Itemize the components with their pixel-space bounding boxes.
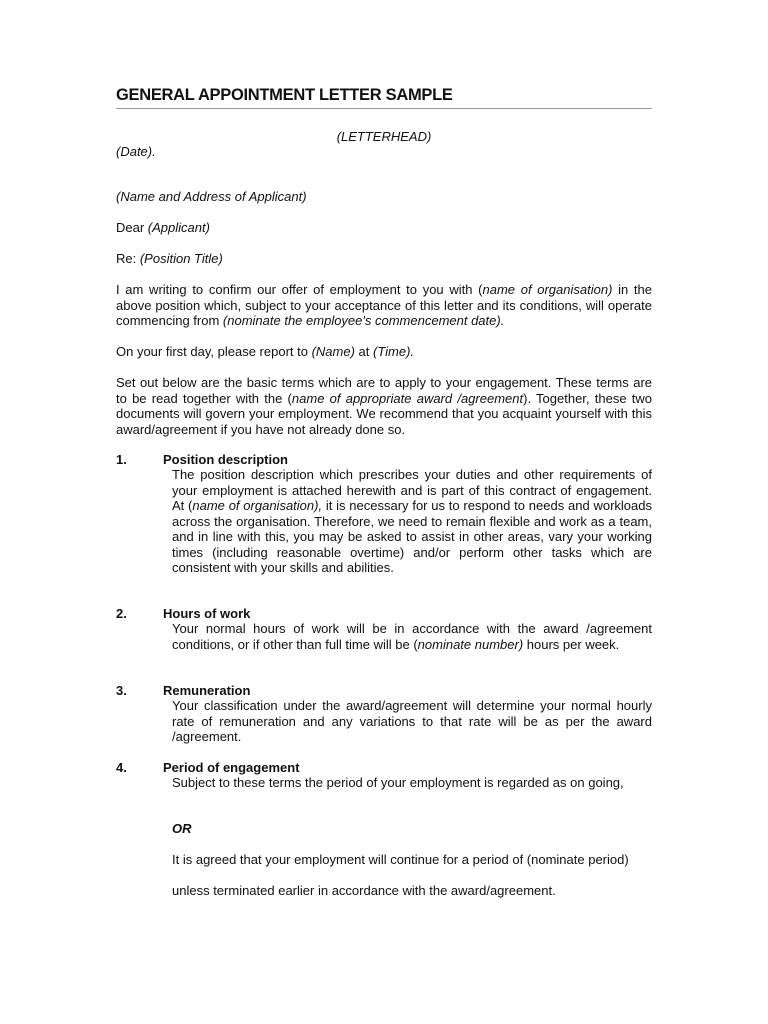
section-3-body: Your classification under the award/agreement will determine your normal hourly rate of remuneration and any variations to that rate will be as per the award /agreement. xyxy=(172,698,652,744)
paragraph-offer-text-2: in the above position which, subject to your acceptance of this letter and its conditions, will operate commencing from xyxy=(116,282,652,328)
title-divider xyxy=(116,108,652,109)
section-3-number: 3. xyxy=(116,683,127,698)
section-1-heading: Position description xyxy=(163,452,288,467)
section-2-text-2: hours per week. xyxy=(523,636,620,652)
applicant-name-address: (Name and Address of Applicant) xyxy=(116,189,307,204)
date-placeholder: (Date). xyxy=(116,144,156,159)
section-1-number: 1. xyxy=(116,452,127,467)
paragraph-offer-text-1: I am writing to confirm our offer of employment to you with ( xyxy=(116,282,483,297)
paragraph-first-day-name: (Name) xyxy=(311,344,355,359)
section-2-body xyxy=(172,621,652,652)
paragraph-terms-text-2: ). Together, these two documents will govern your employment. We recommend that you acquaint yourself with this award/agreement if you have not already done so. xyxy=(116,390,653,437)
re-label: Re: xyxy=(116,251,140,266)
paragraph-terms-award: name of appropriate award /agreement xyxy=(291,390,524,406)
paragraph-terms xyxy=(116,375,652,437)
section-1-organisation: name of organisation), xyxy=(192,498,323,513)
section-4-or: OR xyxy=(172,821,192,836)
section-4-body-1: Subject to these terms the period of your employment is regarded as on going, xyxy=(172,775,624,790)
paragraph-first-day xyxy=(116,344,652,360)
section-4-heading: Period of engagement xyxy=(163,760,300,775)
paragraph-offer xyxy=(116,282,652,329)
document-title: GENERAL APPOINTMENT LETTER SAMPLE xyxy=(116,86,453,104)
paragraph-first-day-time: (Time). xyxy=(373,344,415,359)
salutation-dear: Dear xyxy=(116,220,148,235)
section-2-heading: Hours of work xyxy=(163,606,251,621)
letterhead-placeholder: (LETTERHEAD) xyxy=(336,129,432,144)
section-4-number: 4. xyxy=(116,760,127,775)
re-position-title: (Position Title) xyxy=(139,251,223,266)
section-2-text-1: Your normal hours of work will be in accordance with the award /agreement conditions, or if other than full time will be ( xyxy=(172,621,652,652)
section-1-text-1: The position description which prescribes your duties and other requirements of your employment is attached herewith and is part of this contract of engagement. At ( xyxy=(172,467,652,513)
paragraph-first-day-text-1: On your first day, please report to xyxy=(116,344,312,359)
section-4-body-3: unless terminated earlier in accordance with the award/agreement. xyxy=(172,883,556,898)
section-1-body xyxy=(172,467,652,576)
paragraph-first-day-text-2: at xyxy=(354,344,373,359)
section-2-number-hours: nominate number) xyxy=(417,636,524,652)
paragraph-offer-commencement: (nominate the employee's commencement date). xyxy=(222,313,505,328)
section-3-heading: Remuneration xyxy=(163,683,251,698)
salutation-applicant: (Applicant) xyxy=(147,220,210,235)
salutation xyxy=(116,220,652,236)
section-1-text-2: it is necessary for us to respond to needs and workloads across the organisation. Therefore, we need to remain flexible and work as a team, and in line with this, you may be asked to assist in other areas, vary your working times (including reasonable overtime) and/or perform other tasks which are consistent with your skills and abilities. xyxy=(172,498,652,575)
re-line xyxy=(116,251,652,267)
section-2-number: 2. xyxy=(116,606,127,621)
section-4-body-2: It is agreed that your employment will continue for a period of (nominate period) xyxy=(172,852,629,867)
paragraph-offer-organisation: name of organisation) xyxy=(482,282,613,297)
paragraph-terms-text-1: Set out below are the basic terms which are to apply to your engagement. These terms are to be read together with the ( xyxy=(116,375,652,406)
